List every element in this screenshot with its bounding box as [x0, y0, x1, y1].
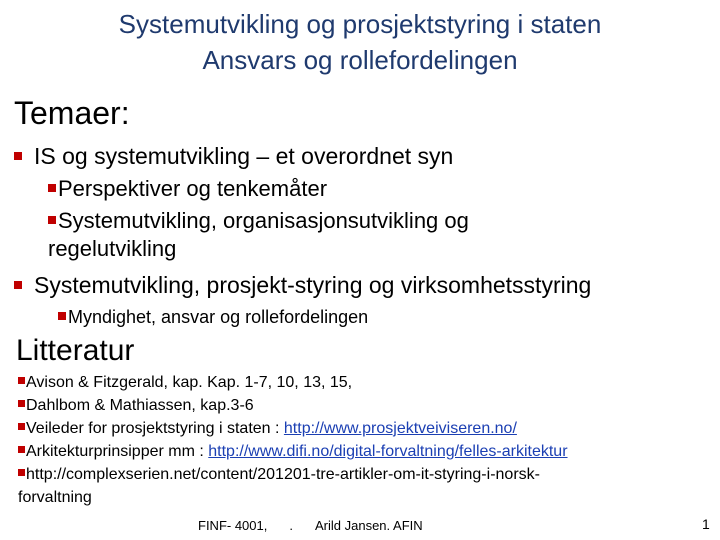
bullet-icon — [18, 446, 25, 453]
bullet-icon — [18, 400, 25, 407]
slide-title — [0, 6, 720, 78]
theme-item-1-sub-2-cont: regelutvikling — [48, 236, 177, 261]
literature-item-5: http://complexserien.net/content/201201-tre-artikler-om-it-styring-i-norsk- — [18, 463, 540, 486]
theme-item-2-sub-1: Myndighet, ansvar og rollefordelingen — [58, 305, 368, 329]
bullet-icon — [18, 377, 25, 384]
themes-heading: Temaer: — [14, 95, 130, 131]
bullet-icon — [48, 184, 56, 192]
literature-item-3: Veileder for prosjektstyring i staten : http://www.prosjektveiviseren.no/ — [18, 417, 517, 440]
bullet-icon — [18, 469, 25, 476]
prosjektveiviseren-link[interactable]: http://www.prosjektveiviseren.no/ — [283, 420, 517, 437]
footer-author: Arild Jansen. AFIN — [314, 518, 423, 533]
theme-item-1-label: IS og systemutvikling – et overordnet syn — [34, 143, 454, 169]
literature-item-1: Avison & Fitzgerald, kap. Kap. 1-7, 10, 13, 15, — [18, 371, 352, 394]
theme-item-1 — [14, 142, 453, 170]
title-line-1: Systemutvikling og prosjektstyring i staten — [118, 9, 602, 39]
theme-item-2 — [14, 271, 591, 299]
bullet-icon — [14, 152, 22, 160]
bullet-icon — [58, 312, 66, 320]
theme-item-1-sub-2: Systemutvikling, organisasjonsutvikling og — [48, 206, 469, 236]
page-number: 1 — [702, 516, 710, 532]
theme-item-1-sub-1: Perspektiver og tenkemåter — [48, 174, 327, 204]
bullet-icon — [14, 281, 22, 289]
literature-item-4: Arkitekturprinsipper mm : http://www.difi.no/digital-forvaltning/felles-arkitektur — [18, 440, 568, 463]
theme-item-2-label: Systemutvikling, prosjekt-styring og virksomhetsstyring — [34, 272, 592, 298]
difi-arkitektur-link[interactable]: http://www.difi.no/digital-forvaltning/felles-arkitektur — [208, 443, 568, 460]
footer-course: FINF- 4001, — [198, 518, 268, 533]
literature-item-5-cont: forvaltning — [18, 489, 92, 506]
title-line-2: Ansvars og rollefordelingen — [202, 45, 518, 75]
literature-heading: Litteratur — [16, 334, 135, 367]
slide-footer — [198, 518, 445, 533]
literature-item-2: Dahlbom & Mathiassen, kap.3-6 — [18, 394, 254, 417]
footer-separator: . — [289, 518, 293, 533]
bullet-icon — [18, 423, 25, 430]
bullet-icon — [48, 216, 56, 224]
